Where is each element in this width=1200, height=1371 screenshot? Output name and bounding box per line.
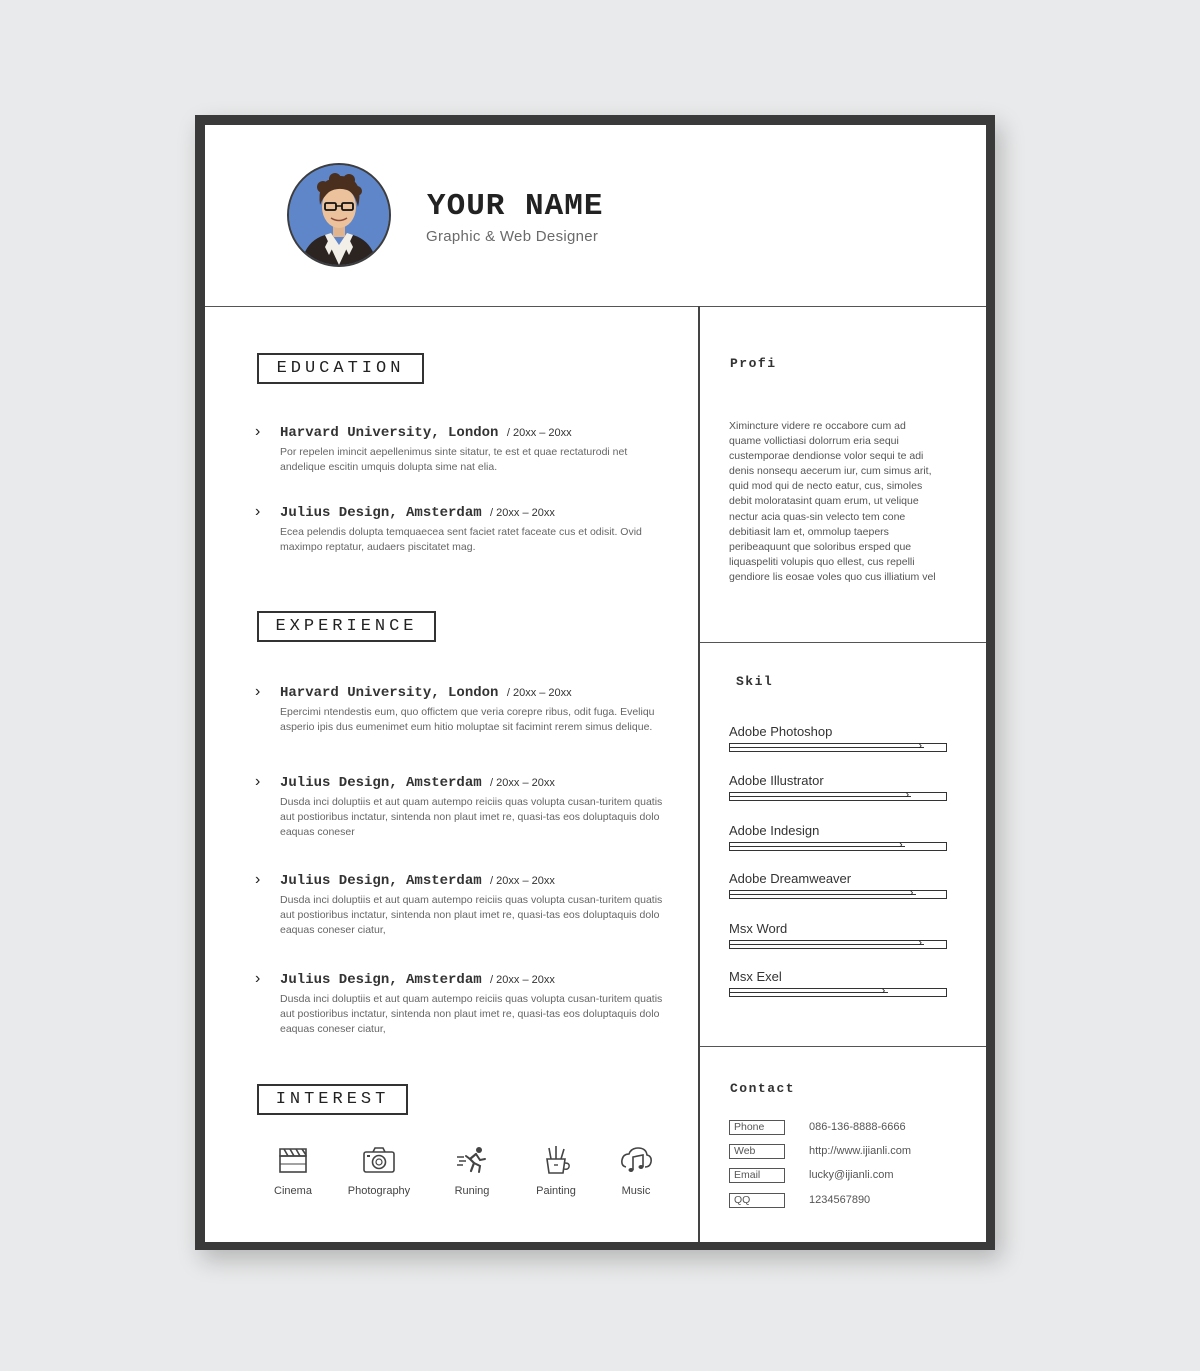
chevron-right-icon: › xyxy=(881,985,886,997)
contact-value: 086-136-8888-6666 xyxy=(809,1121,906,1133)
profile-heading: Profi xyxy=(730,356,777,371)
contact-label: QQ xyxy=(729,1193,785,1208)
contact-row-email xyxy=(729,1168,949,1184)
entry-date: / 20xx – 20xx xyxy=(490,974,555,986)
interest-item xyxy=(591,1145,681,1197)
chevron-right-icon: › xyxy=(898,839,903,851)
music-note-icon xyxy=(619,1145,653,1175)
camera-icon xyxy=(362,1145,396,1175)
chevron-right-icon: › xyxy=(255,871,261,888)
skill-level-line xyxy=(730,747,924,748)
skill-name: Adobe Photoshop xyxy=(729,724,833,739)
interest-label: Painting xyxy=(536,1185,576,1197)
skill-bar xyxy=(729,985,947,997)
header-divider xyxy=(205,306,986,307)
education-heading: EDUCATION xyxy=(257,353,424,384)
skills-heading: Skil xyxy=(736,674,774,689)
entry-title: Julius Design, Amsterdam xyxy=(280,505,482,521)
interest-label: Music xyxy=(621,1185,651,1197)
interest-item xyxy=(248,1145,338,1197)
interest-item xyxy=(427,1145,517,1197)
skill-name: Msx Exel xyxy=(729,969,782,984)
portrait-photo xyxy=(289,165,389,265)
contact-value: 1234567890 xyxy=(809,1194,871,1206)
skill-name: Adobe Dreamweaver xyxy=(729,871,852,886)
skills-divider xyxy=(700,1046,986,1047)
skill-name: Msx Word xyxy=(729,921,788,936)
runner-icon xyxy=(455,1145,489,1175)
experience-heading: EXPERIENCE xyxy=(257,611,436,642)
chevron-right-icon: › xyxy=(905,789,910,801)
chevron-right-icon: › xyxy=(255,773,261,790)
entry-date: / 20xx – 20xx xyxy=(506,427,572,439)
skill-item xyxy=(729,969,949,997)
avatar xyxy=(287,163,391,267)
interest-heading: INTEREST xyxy=(257,1084,408,1115)
skill-bar xyxy=(729,740,947,752)
entry-date: / 20xx – 20xx xyxy=(506,687,572,699)
skill-item xyxy=(729,773,949,801)
skill-item xyxy=(729,724,949,752)
interest-label: Cinema xyxy=(274,1185,312,1197)
clapperboard-icon xyxy=(276,1145,310,1175)
skill-bar xyxy=(729,887,947,899)
skill-item xyxy=(729,823,949,851)
skill-bar xyxy=(729,937,947,949)
contact-label: Phone xyxy=(729,1120,785,1135)
skill-level-line xyxy=(730,796,911,797)
skill-level-line xyxy=(730,944,924,945)
entry-title: Harvard University, London xyxy=(280,425,499,441)
interest-label: Photography xyxy=(347,1185,411,1197)
chevron-right-icon: › xyxy=(255,683,261,700)
contact-row-phone xyxy=(729,1120,949,1136)
entry-description: Dusda inci doluptiis et aut quam autempo reiciis quas volupta cusan-turitem quatis aut postioribus inctatur, sintenda non plaut imet re, quasi-tas eos doluptaquis dolo eaquas coneser ciatur, xyxy=(280,894,663,936)
chevron-right-icon: › xyxy=(255,503,261,520)
entry-description: Dusda inci doluptiis et aut quam autempo reiciis quas volupta cusan-turitem quatis aut postioribus inctatur, sintenda non plaut imet re, quasi-tas eos doluptaquis dolo eaquas coneser xyxy=(280,796,663,838)
skill-bar xyxy=(729,789,947,801)
skill-level-line xyxy=(730,846,905,847)
interest-label: Runing xyxy=(454,1185,490,1197)
contact-label: Web xyxy=(729,1144,785,1159)
entry-title: Julius Design, Amsterdam xyxy=(280,775,482,791)
contact-label: Email xyxy=(729,1168,785,1183)
interest-item xyxy=(334,1145,424,1197)
skill-level-line xyxy=(730,992,888,993)
contact-value[interactable]: http://www.ijianli.com xyxy=(809,1145,912,1157)
contact-row-qq xyxy=(729,1193,949,1209)
entry-description: Ecea pelendis dolupta temquaecea sent faciet ratet faceate cus et odisit. Ovid maximpo reptatur, audaers piscitatet mag. xyxy=(280,526,642,553)
job-title: Graphic & Web Designer xyxy=(426,228,599,245)
entry-title: Julius Design, Amsterdam xyxy=(280,972,482,988)
interest-item xyxy=(511,1145,601,1197)
entry-date: / 20xx – 20xx xyxy=(490,777,555,789)
chevron-right-icon: › xyxy=(255,970,261,987)
entry-description: Epercimi ntendestis eum, quo offictem que veria corepre ribus, odit fuga. Eveliqu asperio ipis dus eumenimet eum hitio moluptae sit facimint rerem simus delique. xyxy=(280,706,655,733)
full-name: YOUR NAME xyxy=(427,189,604,224)
column-divider xyxy=(698,306,700,1242)
entry-date: / 20xx – 20xx xyxy=(490,507,555,519)
chevron-right-icon: › xyxy=(909,887,914,899)
skill-item xyxy=(729,921,949,949)
entry-title: Julius Design, Amsterdam xyxy=(280,873,482,889)
entry-date: / 20xx – 20xx xyxy=(490,875,555,887)
skill-name: Adobe Illustrator xyxy=(729,773,824,788)
entry-description: Por repelen imincit aepellenimus sinte sitatur, te est et quae rectaturodi net andelique escitin umquis dolupta sime nat elia. xyxy=(280,446,628,473)
chevron-right-icon: › xyxy=(255,423,261,440)
contact-value[interactable]: lucky@ijianli.com xyxy=(809,1169,894,1181)
contact-row-web xyxy=(729,1144,949,1160)
entry-title: Harvard University, London xyxy=(280,685,499,701)
entry-description: Dusda inci doluptiis et aut quam autempo reiciis quas volupta cusan-turitem quatis aut postioribus inctatur, sintenda non plaut imet re, quasi-tas eos doluptaquis dolo eaquas coneser ciatur, xyxy=(280,993,663,1035)
skill-name: Adobe Indesign xyxy=(729,823,820,838)
chevron-right-icon: › xyxy=(918,740,923,752)
skill-level-line xyxy=(730,894,916,895)
profile-text: Ximincture videre re occabore cum ad quame vollictiasi dolorrum eria sequi custemporae dendionse volor sequi te adi denis nonsequ aecerum iur, cum simus arit, quid mod qui de necto eatur, cus, simoles debit moloratasint quam erum, ut velique nectur acia quas-sin velecto tem cone debitiasit lam et, ommolup taepers peribeaquunt que soloribus ersped que liquaspeliti volupis quo ellest, cus repelli gendiore lis eosae voles quo cus illiatium vel xyxy=(729,420,936,583)
chevron-right-icon: › xyxy=(918,937,923,949)
paint-brushes-icon xyxy=(539,1145,573,1175)
profile-divider xyxy=(700,642,986,643)
resume-page xyxy=(205,125,986,1242)
contact-heading: Contact xyxy=(730,1081,796,1096)
skill-bar xyxy=(729,839,947,851)
skill-item xyxy=(729,871,949,899)
